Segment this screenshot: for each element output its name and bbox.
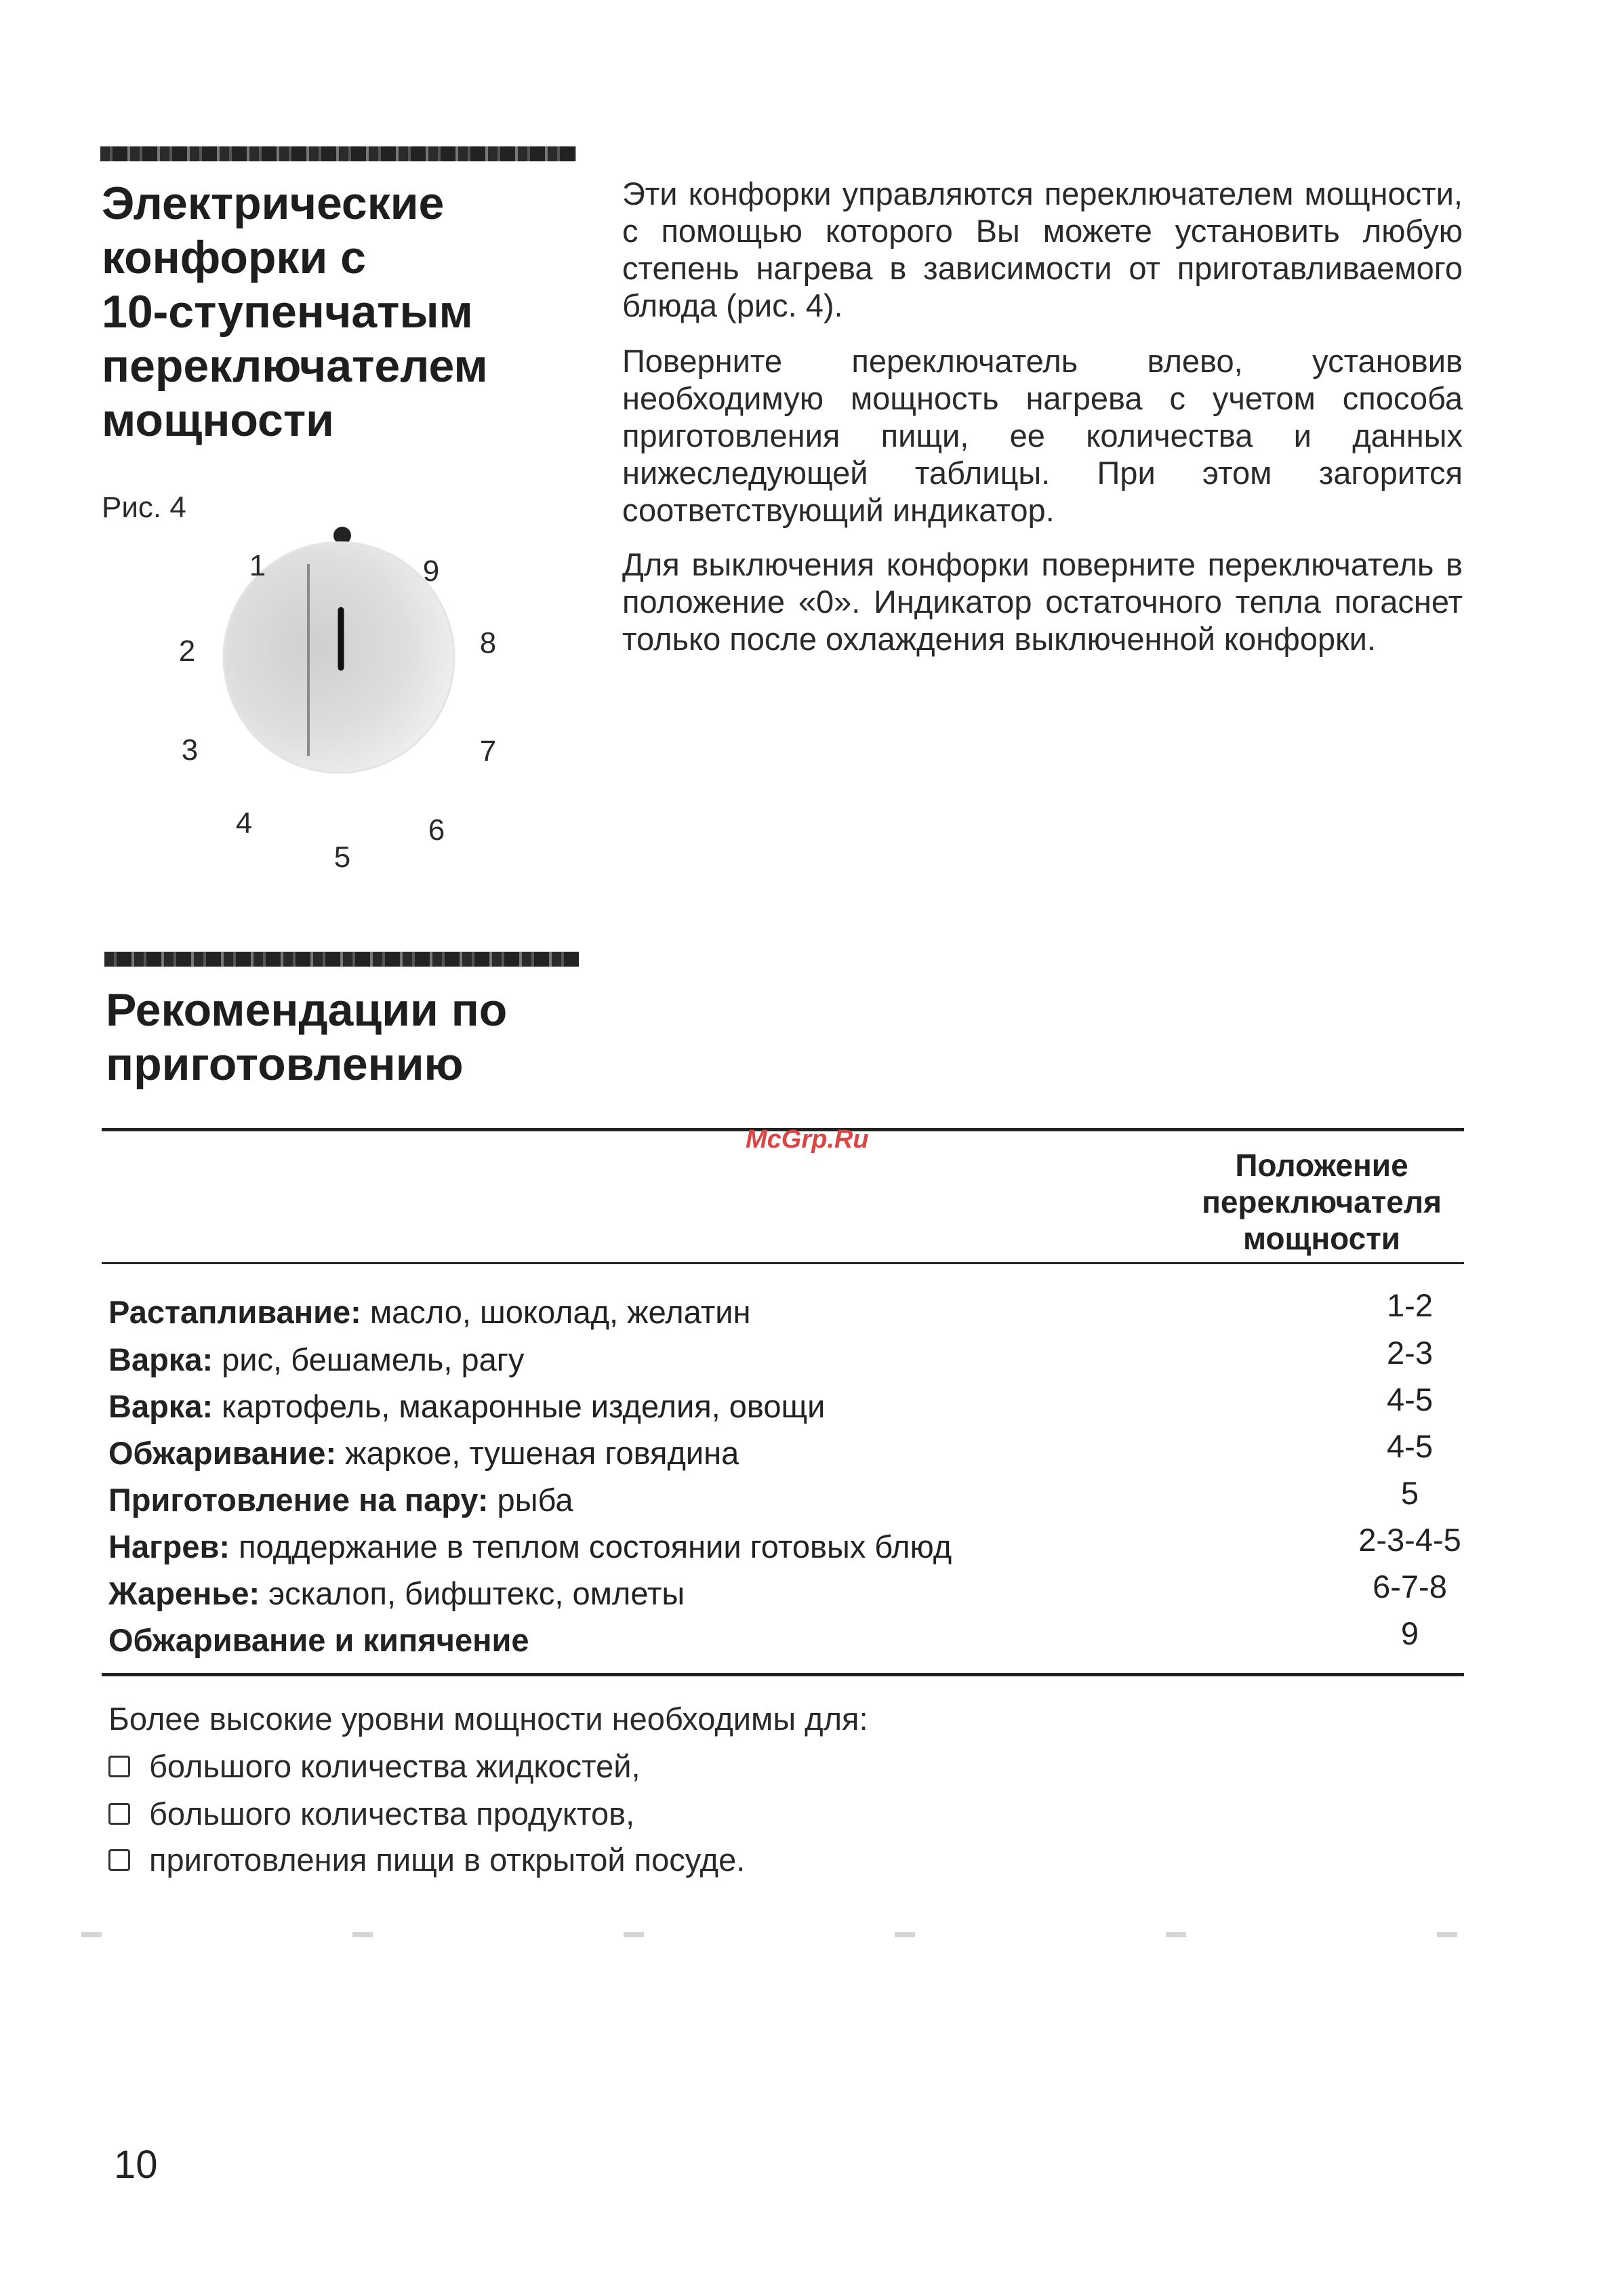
row-category: Варка: [108, 1341, 214, 1377]
paragraph-turn-switch: Поверните переключатель влево, установив необходимую мощность нагрева с учетом способа приготовления пищи, ее количества и данных нижеследующей таблицы. При этом загорится соответствующий индикатор. [622, 343, 1463, 528]
table-header-border [102, 1262, 1464, 1264]
row-value: 4-5 [1387, 1428, 1433, 1464]
table-row [108, 1383, 1464, 1430]
table-row [108, 1477, 1464, 1523]
section-rule-top [100, 146, 576, 161]
table-row [108, 1524, 1464, 1570]
dial-number-5: 5 [333, 841, 351, 874]
row-text: масло, шоколад, желатин [361, 1294, 751, 1330]
scan-artifact-divider [0, 1932, 1624, 1937]
heading-line: конфорки с [102, 232, 366, 283]
checkbox-bullet-icon [108, 1849, 130, 1871]
section-rule-recommendations [104, 952, 579, 967]
heading-line: приготовлению [106, 1038, 464, 1090]
row-category: Нагрев: [108, 1529, 230, 1564]
row-category: Обжаривание: [108, 1435, 337, 1471]
checkbox-bullet-icon [108, 1803, 130, 1825]
row-category: Обжаривание и кипячение [108, 1622, 529, 1658]
dial-number-9: 9 [422, 554, 440, 588]
row-value: 4-5 [1387, 1381, 1433, 1417]
table-bottom-border [102, 1673, 1464, 1676]
paragraph-intro: Эти конфорки управляются переключателем мощности, с помощью которого Вы можете установить любую степень нагрева в зависимости от приготавливаемого блюда (рис. 4). [622, 176, 1463, 323]
list-item [108, 1747, 641, 1785]
row-category: Приготовление на пару: [108, 1482, 489, 1518]
dial-number-6: 6 [428, 813, 445, 847]
table-row [108, 1617, 1464, 1663]
figure-label: Рис. 4 [102, 491, 186, 524]
row-value: 2-3-4-5 [1358, 1522, 1461, 1558]
dial-number-3: 3 [181, 733, 199, 767]
paragraph-switch-off: Для выключения конфорки поверните переключатель в положение «0». Индикатор остаточного тепла погаснет только после охлаждения выключенной конфорки. [622, 546, 1463, 657]
row-text: поддержание в теплом состоянии готовых блюд [230, 1529, 952, 1564]
table-header-power-position [1145, 1147, 1498, 1257]
dial-number-7: 7 [479, 735, 497, 768]
list-item-text: большого количества жидкостей, [149, 1748, 641, 1784]
row-text: рис, бешамель, рагу [213, 1341, 525, 1377]
row-text: жаркое, тушеная говядина [336, 1435, 739, 1471]
table-row [108, 1337, 1464, 1383]
list-item [108, 1795, 634, 1833]
watermark: McGrp.Ru [746, 1125, 869, 1154]
row-text: картофель, макаронные изделия, овощи [213, 1388, 826, 1424]
heading-line: Рекомендации по [106, 984, 508, 1036]
section-heading-recommendations [106, 983, 507, 1091]
row-value: 1-2 [1387, 1287, 1433, 1323]
dial-number-1: 1 [249, 549, 266, 582]
header-line: мощности [1243, 1221, 1400, 1256]
row-value: 9 [1400, 1615, 1419, 1651]
row-value: 5 [1400, 1475, 1419, 1511]
dial-number-8: 8 [479, 626, 497, 660]
table-row [108, 1430, 1464, 1476]
list-item-text: приготовления пищи в открытой посуде. [149, 1842, 746, 1878]
header-line: переключателя [1202, 1184, 1442, 1219]
dial-number-2: 2 [178, 634, 196, 668]
row-category: Жаренье: [108, 1575, 260, 1611]
row-text: эскалоп, бифштекс, омлеты [260, 1575, 685, 1611]
row-category: Варка: [108, 1388, 214, 1424]
header-line: Положение [1235, 1148, 1408, 1183]
section-heading-electric-hobs [102, 176, 488, 447]
table-row [108, 1289, 1464, 1335]
page-number: 10 [114, 2143, 158, 2187]
checkbox-bullet-icon [108, 1756, 130, 1777]
list-item-text: большого количества продуктов, [149, 1796, 635, 1832]
heading-line: 10-ступенчатым [102, 286, 473, 338]
list-item [108, 1841, 745, 1879]
row-category: Растапливание: [108, 1294, 361, 1330]
table-row [108, 1571, 1464, 1617]
row-value: 6-7-8 [1373, 1569, 1447, 1604]
row-value: 2-3 [1387, 1335, 1433, 1371]
heading-line: мощности [102, 395, 334, 446]
heading-line: Электрические [102, 178, 445, 229]
row-text: рыба [488, 1482, 573, 1518]
heading-line: переключателем [102, 340, 488, 392]
dial-number-4: 4 [235, 807, 253, 840]
higher-power-note: Более высокие уровни мощности необходимы для: [108, 1701, 868, 1737]
